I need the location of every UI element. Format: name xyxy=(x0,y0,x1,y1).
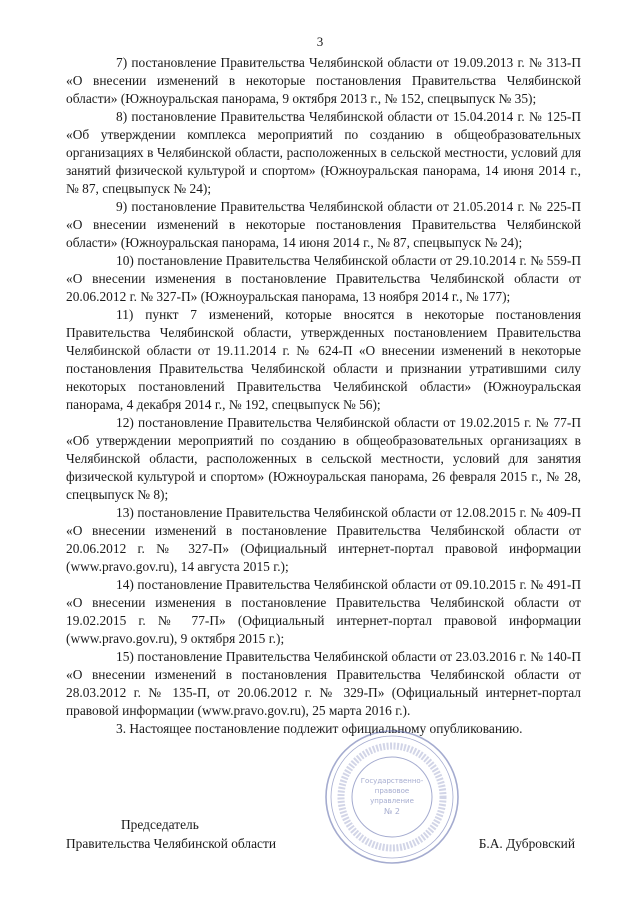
signature-block xyxy=(66,815,581,853)
paragraph-item-11: 11) пункт 7 изменений, которые вносятся в некоторые постановления Правительства Челябинской области, утвержденных постановлением Правительства Челябинской области от 19.11.2014 г. № 624-П «О внесении изменений в некоторые постановления Правительства Челябинской области и признании утратившими силу некоторых постановлений Правительства Челябинской области» (Южноуральская панорама, 4 декабря 2014 г., № 192, спецвыпуск № 56); xyxy=(66,307,581,412)
seal-line-4: № 2 xyxy=(384,807,400,816)
paragraph-item-7: 7) постановление Правительства Челябинской области от 19.09.2013 г. № 313-П «О внесении изменений в некоторые постановления Правительства Челябинской области» (Южноуральская панорама, 9 октября 2013 г., № 152, спецвыпуск № 35); xyxy=(66,55,581,106)
seal-line-2: правовое xyxy=(374,787,410,795)
seal-line-3: управление xyxy=(370,797,414,805)
paragraph-item-8: 8) постановление Правительства Челябинской области от 15.04.2014 г. № 125-П «Об утверждении комплекса мероприятий по созданию в общеобразовательных организациях в Челябинской области, расположенных в сельской местности, условий для занятий физической культурой и спортом» (Южноуральская панорама, 14 июня 2014 г., № 87, спецвыпуск № 24); xyxy=(66,109,581,196)
paragraph-item-10: 10) постановление Правительства Челябинской области от 29.10.2014 г. № 559-П «О внесении изменения в постановление Правительства Челябинской области от 20.06.2012 г. № 327-П» (Южноуральская панорама, 13 ноября 2014 г., № 177); xyxy=(66,253,581,304)
paragraph-item-15: 15) постановление Правительства Челябинской области от 23.03.2016 г. № 140-П «О внесении изменений в постановления Правительства Челябинской области от 28.03.2012 г. № 135-П, от 20.06.2012 г. № 329-П» (Официальный интернет-портал правовой информации (www.pravo.gov.ru), 25 марта 2016 г.). xyxy=(66,649,581,718)
paragraph-publication: 3. Настоящее постановление подлежит официальному опубликованию. xyxy=(116,721,523,736)
signatory-name: Б.А. Дубровский xyxy=(478,836,575,851)
paragraph-item-12: 12) постановление Правительства Челябинской области от 19.02.2015 г. № 77-П «Об утверждении мероприятий по созданию в общеобразовательных организациях в Челябинской области, расположенных в сельской местности, условий для занятия физической культурой и спортом» (Южноуральская панорама, 26 февраля 2015 г., № 28, спецвыпуск № 8); xyxy=(66,415,581,502)
page-number: 3 xyxy=(316,34,324,49)
paragraph-item-9: 9) постановление Правительства Челябинской области от 21.05.2014 г. № 225-П «О внесении изменений в некоторые постановления Правительства Челябинской области» (Южноуральская панорама, 14 июня 2014 г., № 87, спецвыпуск № 24); xyxy=(66,199,581,250)
paragraph-item-14: 14) постановление Правительства Челябинской области от 09.10.2015 г. № 491-П «О внесении изменения в постановление Правительства Челябинской области от 19.02.2015 г. № 77-П» (Официальный интернет-портал правовой информации (www.pravo.gov.ru), 9 октября 2015 г.); xyxy=(66,577,581,646)
signature-title-line-1: Председатель xyxy=(121,817,199,832)
paragraph-item-13: 13) постановление Правительства Челябинской области от 12.08.2015 г. № 409-П «О внесении изменений в постановление Правительства Челябинской области от 20.06.2012 г. № 327-П» (Официальный интернет-портал правовой информации (www.pravo.gov.ru), 14 августа 2015 г.); xyxy=(66,505,581,574)
signature-title-line-2: Правительства Челябинской области xyxy=(66,836,276,851)
document-body xyxy=(66,54,581,738)
seal-line-1: Государственно- xyxy=(360,777,424,785)
